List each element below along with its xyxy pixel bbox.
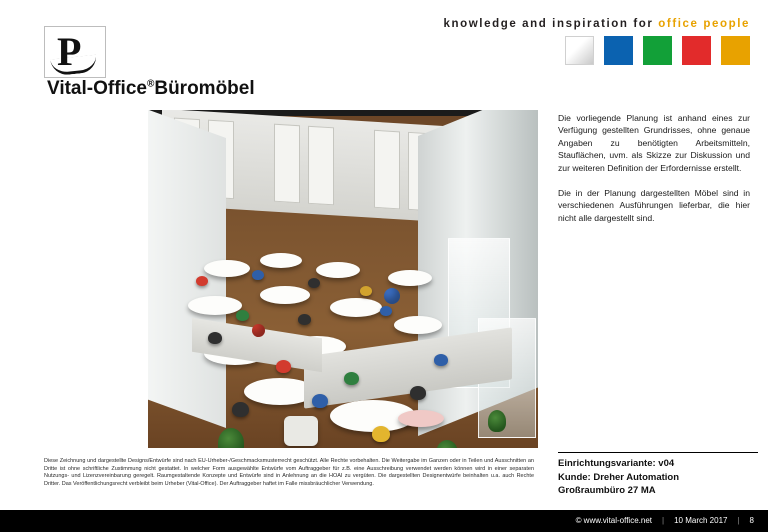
wall-panel [374,130,400,210]
logo-text [47,78,255,100]
round-table [204,260,250,277]
tagline-main: knowledge and inspiration for [443,18,659,30]
logo-registered-icon: ® [146,78,155,90]
side-table [284,416,318,446]
swatch-yellow [721,36,750,65]
office-rendering [148,110,538,448]
chair [410,386,426,400]
round-table [188,296,242,315]
round-table [394,316,442,334]
chair [360,286,372,296]
chair [308,278,320,288]
round-table [316,262,360,278]
project-customer: Kunde: Dreher Automation [558,471,680,483]
footer-date: 10 March 2017 [674,516,728,525]
chair [208,332,222,344]
chair [276,360,291,373]
swatch-white [565,36,594,65]
project-room: Großraumbüro 27 MA [558,485,656,496]
legal-notice: Diese Zeichnung und dargestellte Designs/Entwürfe sind nach EU-Urheber-/Geschmacksmusterrecht geschützt. Alle Rechte vorbehalten. Die Weitergabe im Ganzen oder in Teilen und Ausschnitten an Dritte ist ohne schriftliche Zustimmung nicht gestattet. In welcher Form ausgewählte Entwürfe vom Auftraggeber für z.B. eine Ausschreibung verwendet werden können wird in einer separaten Nutzungs- und Lizenzvereinbarung geregelt. Raumgestaltende Konzepte und Entwürfe sind in Anlehnung an die HOAI zu vergüten. Die dargestellten Designentwürfe beinhalten u.a. auch Rechte Dritter. Das Veröffentlichungsrecht verbleibt beim Urheber (Vital-Office). Der Auftraggeber haftet im Falle missbräuchlicher Verwendung. [44,458,534,487]
chair [434,354,448,366]
swatch-red [682,36,711,65]
chair [196,276,208,286]
description-paragraph-1: Die vorliegende Planung ist anhand eines zur Verfügung gestellten Grundrisses, ohne genaue Angaben zu benötigten Arbeitsmitteln, Stauflächen, uvm. als Skizze zur Diskussion und zur weiteren Definition der Erfordernisse erstellt. [558,113,750,173]
plant [488,410,506,432]
footer-page-number: 8 [749,516,754,525]
logo-letter-p: P [57,29,82,74]
chair [236,310,249,321]
chair [380,306,392,316]
chair [344,372,359,385]
wall-panel [308,126,334,206]
round-table [330,298,382,317]
round-table [388,270,432,286]
swatch-blue [604,36,633,65]
footer-separator: | [662,516,665,525]
footer-bar [0,510,768,532]
brand-logo [44,26,255,99]
logo-name: Vital-Office [47,78,147,99]
chair [232,402,249,417]
footer-separator: | [737,516,740,525]
color-swatches [565,36,750,65]
round-table [260,286,310,304]
footer-copyright: © www.vital-office.net [575,516,653,525]
footer-content [576,516,754,525]
round-table [260,253,302,268]
logo-mark-icon [44,26,106,78]
description-text [558,112,750,237]
chair [252,270,264,280]
chair [298,314,311,325]
round-table [398,410,444,427]
chair [372,426,390,442]
chair [312,394,328,408]
logo-sub: Büromöbel [154,78,255,99]
swatch-green [643,36,672,65]
tagline-accent: office people [658,18,750,30]
project-variant: Einrichtungsvariante: v04 [558,458,675,469]
exercise-ball [252,324,265,337]
description-paragraph-2: Die in der Planung dargestellten Möbel sind in verschiedenen Ausführungen lieferbar, die hier nicht alle dargestellt sind. [558,188,750,223]
header-tagline [444,18,751,30]
project-info [558,452,758,498]
exercise-ball [384,288,400,304]
wall-panel [274,124,300,204]
